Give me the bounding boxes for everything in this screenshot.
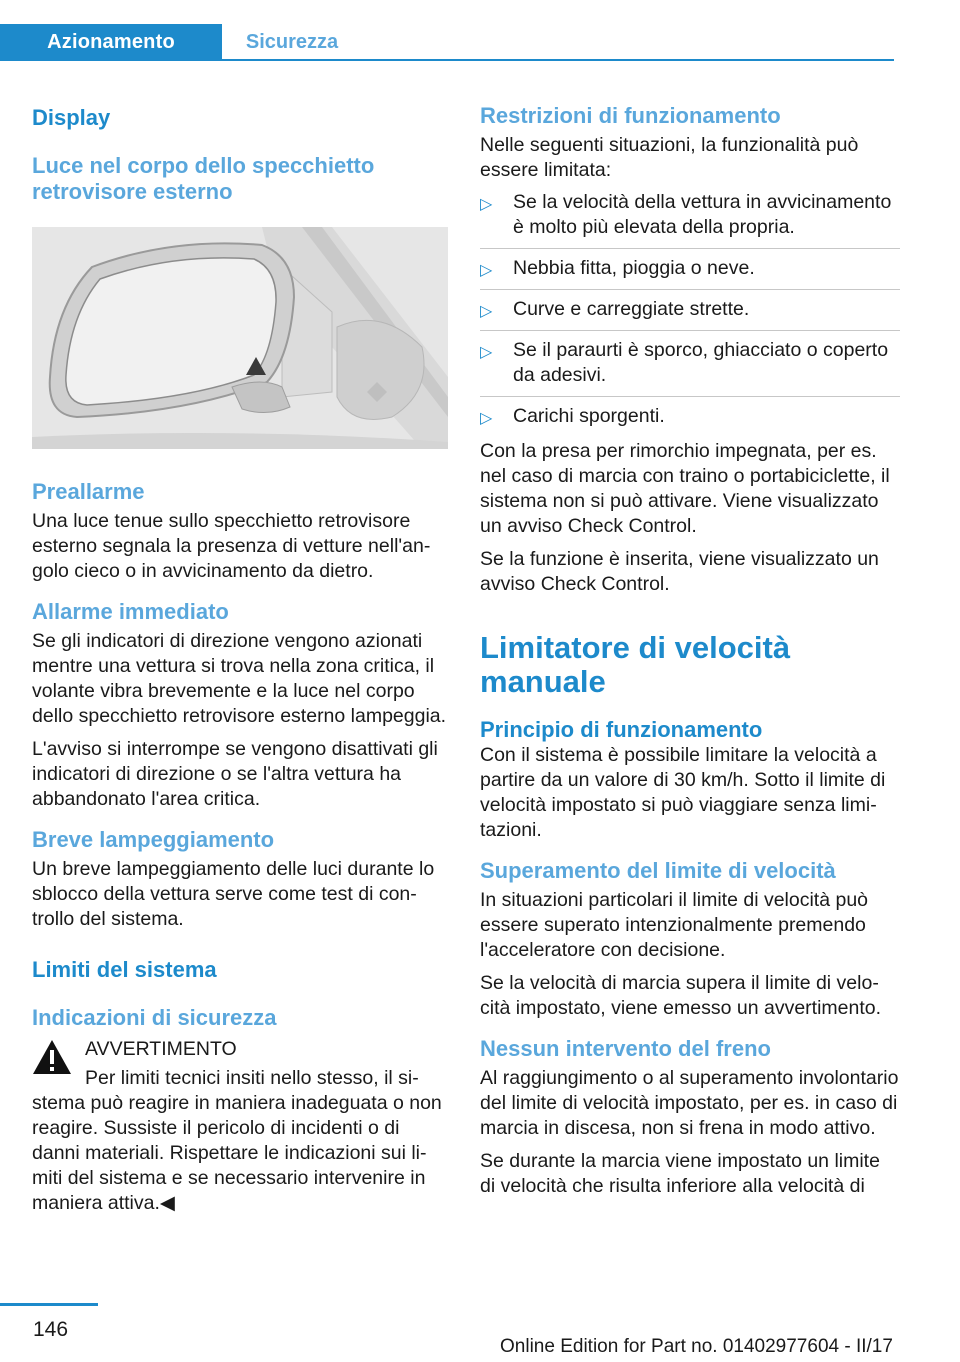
warning-title: AVVERTIMENTO	[85, 1038, 237, 1060]
text-principio: Con il sistema è possibile limitare la velocità a partire da un valore di 30 km/h. Sotto il limite di velocità impostato si può viaggiare senza limitazioni.	[480, 744, 886, 841]
text-allarme-1: Se gli indicatori di direzione vengono azionati mentre una vettura si trova nella zona critica, il volante vibra brevemente e la luce nel corpo dello specchietto retrovisore esterno lampeggia.	[32, 630, 447, 727]
list-item-text: Se la velocità della vettura in avvicinamento è molto più elevata della propria.	[513, 191, 892, 238]
heading-principio: Principio di funzionamento	[480, 717, 763, 742]
list-item	[480, 290, 900, 330]
text-superamento-1: In situazioni particolari il limite di velocità può essere superato intenzionalmente premendo l'acceleratore con decisione.	[480, 889, 869, 961]
text-freno-2: Se durante la marcia viene impostato un limite di velocità che risulta inferiore alla velocità di	[480, 1150, 880, 1197]
page-number: 146	[33, 1318, 69, 1341]
triangle-bullet-icon: ▷	[480, 303, 493, 320]
heading-limitatore-velocita: Limitatore di velocità manuale	[480, 630, 791, 699]
text-allarme-2: L'avviso si interrompe se vengono disattivati gli indicatori di direzione o se l'altra vettura ha abbandonato l'area critica.	[32, 738, 438, 810]
list-item-text: Se il paraurti è sporco, ghiacciato o coperto da adesivi.	[513, 339, 889, 386]
triangle-bullet-icon: ▷	[480, 262, 493, 279]
text-superamento-2: Se la velocità di marcia supera il limite di velocità impostato, viene emesso un avvertimento.	[480, 972, 882, 1019]
mirror-image	[32, 227, 448, 449]
list-item-text: Curve e carreggiate strette.	[513, 298, 750, 320]
text-restrizioni: Nelle seguenti situazioni, la funzionalità può essere limitata:	[480, 134, 859, 181]
header-rule	[222, 59, 894, 61]
text-preallarme: Una luce tenue sullo specchietto retrovisore esterno segnala la presenza di vetture nell'angolo cieco o in avvicinamento da dietro.	[32, 510, 431, 582]
list-item	[480, 249, 900, 289]
left-column	[32, 98, 450, 1216]
heading-indicazioni-sicurezza: Indicazioni di sicurezza	[32, 1005, 277, 1030]
footer-rule	[0, 1303, 98, 1306]
heading-allarme-immediato: Allarme immediato	[32, 599, 229, 624]
tab-azionamento[interactable]: Azionamento	[0, 24, 222, 61]
heading-breve-lampeggiamento: Breve lampeggiamento	[32, 827, 275, 852]
mirror-illustration	[32, 227, 448, 449]
list-item	[480, 190, 900, 248]
heading-superamento: Superamento del limite di velocità	[480, 858, 836, 883]
heading-limiti-sistema: Limiti del sistema	[32, 957, 217, 982]
list-item	[480, 331, 900, 396]
list-item-text: Carichi sporgenti.	[513, 405, 665, 427]
text-freno-1: Al raggiungimento o al superamento involontario del limite di velocità impostato, per es. in caso di marcia in discesa, non si frena in modo attivo.	[480, 1067, 899, 1139]
edition-footer: Online Edition for Part no. 01402977604 - II/17	[500, 1336, 893, 1357]
warning-text: Per limiti tecnici insiti nello stesso, il sistema può reagire in maniera inadeguata o non reagire. Sussiste il pericolo di incidenti o di danni materiali. Rispettare le indicazioni sui limiti del sistema e se necessario intervenire in maniera attiva.◀	[32, 1067, 442, 1214]
heading-restrizioni: Restrizioni di funzionamento	[480, 103, 781, 128]
triangle-bullet-icon: ▷	[480, 344, 493, 361]
restrizioni-list	[480, 190, 900, 433]
text-funzione-inserita: Se la funzione è inserita, viene visualizzato un avviso Check Control.	[480, 548, 879, 595]
heading-nessun-intervento-freno: Nessun intervento del freno	[480, 1036, 771, 1061]
list-item	[480, 397, 900, 433]
list-item-text: Nebbia fitta, pioggia o neve.	[513, 257, 755, 279]
tab-sicurezza[interactable]: Sicurezza	[245, 31, 339, 53]
heading-preallarme: Preallarme	[32, 479, 145, 504]
triangle-bullet-icon: ▷	[480, 196, 493, 213]
heading-display: Display	[32, 105, 111, 130]
text-rimorchio: Con la presa per rimorchio impegnata, per es. nel caso di marcia con traino o portabiciclette, il sistema non si può attivare. Viene visualizzato un avviso Check Control.	[480, 440, 890, 537]
warning-block	[32, 1037, 450, 1216]
chapter-tabs	[0, 24, 894, 62]
text-breve: Un breve lampeggiamento delle luci durante lo sblocco della vettura serve come test di controllo del sistema.	[32, 858, 435, 930]
right-column	[480, 98, 900, 1199]
warning-triangle-icon	[32, 1039, 72, 1075]
heading-luce-specchietto: Luce nel corpo dello specchietto retrovisore esterno	[32, 153, 375, 204]
triangle-bullet-icon: ▷	[480, 410, 493, 427]
